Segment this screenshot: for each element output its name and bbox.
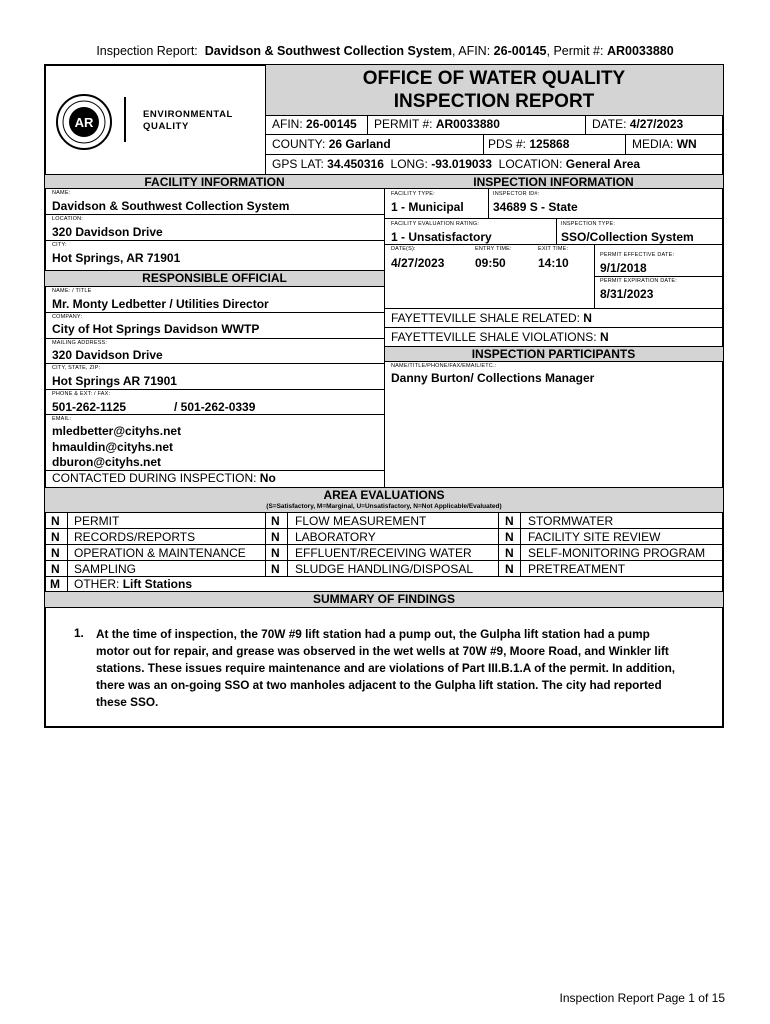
exit-time: 14:10	[538, 256, 569, 270]
permit-expiration-label: PERMIT EXPIRATION DATE:	[600, 278, 678, 284]
header-left-divider	[265, 65, 266, 175]
area-rating: N	[271, 546, 280, 560]
field-rule	[384, 308, 723, 309]
shale-related-field: FAYETTEVILLE SHALE RELATED: N	[391, 311, 592, 325]
area-rating: N	[505, 530, 514, 544]
area-divider	[520, 512, 521, 576]
area-item: SELF-MONITORING PROGRAM	[528, 546, 706, 560]
area-item: FACILITY SITE REVIEW	[528, 530, 661, 544]
facility-location-label: LOCATION:	[52, 216, 84, 222]
header-rule	[265, 115, 723, 116]
fax-number: / 501-262-0339	[174, 400, 256, 414]
field-rule	[45, 240, 384, 241]
header-divider	[483, 134, 484, 154]
page-number-footer: Inspection Report Page 1 of 15	[559, 991, 725, 1005]
area-item: PERMIT	[74, 514, 120, 528]
agency-name-line1: ENVIRONMENTAL	[143, 109, 233, 120]
agency-seal-icon	[54, 92, 114, 152]
field-rule	[384, 218, 723, 219]
report-running-header: Inspection Report: Davidson & Southwest Collection System, AFIN: 26-00145, Permit #: AR0033880	[96, 44, 674, 58]
finding-line: there was an on-going SSO at two manholes adjacent to the Gulpha lift station. The city had reported	[96, 678, 662, 692]
area-rule	[45, 512, 723, 513]
area-rating: M	[50, 577, 60, 591]
facility-city-label: CITY:	[52, 242, 67, 248]
pds-field: PDS #: 125868	[488, 137, 570, 151]
area-divider	[287, 512, 288, 576]
area-divider	[265, 512, 266, 576]
mailing-address: 320 Davidson Drive	[52, 348, 163, 362]
entry-time: 09:50	[475, 256, 506, 270]
official-name-label: NAME: / TITLE	[52, 288, 92, 294]
gps-field: GPS LAT: 34.450316 LONG: -93.019033 LOCATION: General Area	[272, 157, 641, 171]
area-item: PRETREATMENT	[528, 562, 626, 576]
center-divider	[384, 188, 385, 487]
email-address: mledbetter@cityhs.net	[52, 424, 182, 438]
header-divider	[367, 115, 368, 134]
participant-entry: Danny Burton/ Collections Manager	[391, 371, 595, 385]
field-rule	[45, 312, 384, 313]
finding-line: stations. These issues require maintenance and are violations of Part III.B.1.A of the permit. In addition,	[96, 661, 676, 675]
field-rule	[45, 389, 384, 390]
header-divider	[625, 134, 626, 154]
permit-effective-date: 9/1/2018	[600, 261, 647, 275]
area-rating: N	[51, 514, 60, 528]
phone-fax-label: PHONE & EXT: / FAX:	[52, 391, 111, 397]
inspection-type-label: INSPECTION TYPE:	[561, 221, 616, 227]
header-rule	[265, 134, 723, 135]
date-field: DATE: 4/27/2023	[592, 117, 684, 131]
logo-divider	[124, 97, 126, 142]
area-rule	[45, 560, 723, 561]
facility-name-label: NAME:	[52, 190, 71, 196]
email-label: EMAIL:	[52, 416, 72, 422]
finding-number: 1.	[74, 626, 84, 640]
facility-name: Davidson & Southwest Collection System	[52, 199, 290, 213]
area-item: FLOW MEASUREMENT	[295, 514, 427, 528]
evaluation-rating-label: FACILITY EVALUATION RATING:	[391, 221, 480, 227]
participants-heading: INSPECTION PARTICIPANTS	[471, 347, 636, 361]
field-rule	[45, 286, 384, 287]
field-rule	[45, 414, 384, 415]
report-title: INSPECTION REPORT	[393, 91, 595, 112]
field-rule	[45, 338, 384, 339]
company-label: COMPANY:	[52, 314, 83, 320]
inspector-id-label: INSPECTOR ID#:	[493, 191, 540, 197]
area-rating: N	[51, 546, 60, 560]
contacted-field: CONTACTED DURING INSPECTION: No	[52, 471, 276, 485]
summary-heading: SUMMARY OF FINDINGS	[312, 592, 455, 606]
area-evaluations-heading: AREA EVALUATIONS	[323, 488, 445, 502]
field-rule	[384, 327, 723, 328]
field-rule	[384, 244, 723, 245]
dates-label: DATE(S):	[391, 246, 416, 252]
permit-field: PERMIT #: AR0033880	[374, 117, 500, 131]
area-divider	[67, 512, 68, 591]
svg-text:AR: AR	[74, 115, 94, 130]
rating-legend: (S=Satisfactory, M=Marginal, U=Unsatisfactory, N=Not Applicable/Evaluated)	[266, 503, 502, 510]
email-address: hmauldin@cityhs.net	[52, 440, 174, 454]
city-state-zip-label: CITY, STATE, ZIP:	[52, 365, 101, 371]
field-rule	[594, 276, 723, 277]
header-divider	[585, 115, 586, 134]
area-item: OPERATION & MAINTENANCE	[74, 546, 246, 560]
area-item: EFFLUENT/RECEIVING WATER	[295, 546, 472, 560]
media-field: MEDIA: WN	[632, 137, 697, 151]
area-item: SAMPLING	[74, 562, 137, 576]
facility-type-label: FACILITY TYPE:	[391, 191, 435, 197]
finding-line: At the time of inspection, the 70W #9 lift station had a pump out, the Gulpha lift station had a pump	[96, 627, 650, 641]
area-item: STORMWATER	[528, 514, 614, 528]
area-item: SLUDGE HANDLING/DISPOSAL	[295, 562, 474, 576]
inspection-info-heading: INSPECTION INFORMATION	[473, 175, 634, 189]
afin-field: AFIN: 26-00145	[272, 117, 357, 131]
inspection-type: SSO/Collection System	[561, 230, 694, 244]
field-divider	[556, 218, 557, 244]
city-state-zip: Hot Springs AR 71901	[52, 374, 177, 388]
facility-city: Hot Springs, AR 71901	[52, 251, 181, 265]
area-rule	[45, 544, 723, 545]
field-rule	[45, 214, 384, 215]
area-rating: N	[51, 530, 60, 544]
section-rule	[45, 607, 723, 608]
exit-time-label: EXIT TIME:	[538, 246, 569, 252]
official-name: Mr. Monty Ledbetter / Utilities Director	[52, 297, 269, 311]
permit-expiration-date: 8/31/2023	[600, 287, 654, 301]
finding-line: these SSO.	[96, 695, 159, 709]
participants-label: NAME/TITLE/PHONE/FAX/EMAIL/ETC.:	[391, 363, 497, 369]
responsible-official-heading: RESPONSIBLE OFFICIAL	[142, 271, 287, 285]
evaluation-rating: 1 - Unsatisfactory	[391, 230, 492, 244]
area-rating: N	[271, 562, 280, 576]
facility-info-heading: FACILITY INFORMATION	[144, 175, 285, 189]
office-title: OFFICE OF WATER QUALITY	[362, 68, 626, 89]
company-name: City of Hot Springs Davidson WWTP	[52, 322, 260, 336]
field-rule	[45, 363, 384, 364]
field-rule	[384, 361, 723, 362]
inspector-id: 34689 S - State	[493, 200, 578, 214]
area-rating: N	[505, 546, 514, 560]
facility-location: 320 Davidson Drive	[52, 225, 163, 239]
email-address: dburon@cityhs.net	[52, 455, 162, 469]
phone-number: 501-262-1125	[52, 400, 127, 414]
area-rule	[45, 528, 723, 529]
permit-effective-label: PERMIT EFFECTIVE DATE:	[600, 252, 675, 258]
header-rule	[265, 154, 723, 155]
shale-violations-field: FAYETTEVILLE SHALE VIOLATIONS: N	[391, 330, 609, 344]
area-divider	[498, 512, 499, 576]
area-rating: N	[505, 562, 514, 576]
county-field: COUNTY: 26 Garland	[272, 137, 391, 151]
area-item-other: OTHER: Lift Stations	[74, 577, 193, 591]
finding-line: motor out for repair, and grease was observed in the wet wells at 70W #9, Moore Road, and Winkler lift	[96, 644, 669, 658]
area-item: RECORDS/REPORTS	[74, 530, 196, 544]
inspection-dates: 4/27/2023	[391, 256, 445, 270]
area-rating: N	[271, 530, 280, 544]
area-rating: N	[271, 514, 280, 528]
entry-time-label: ENTRY TIME:	[475, 246, 512, 252]
field-divider	[488, 188, 489, 218]
facility-type: 1 - Municipal	[391, 200, 464, 214]
agency-name-line2: QUALITY	[143, 121, 189, 132]
area-item: LABORATORY	[295, 530, 376, 544]
mailing-label: MAILING ADDRESS:	[52, 340, 108, 346]
area-rating: N	[51, 562, 60, 576]
area-rating: N	[505, 514, 514, 528]
